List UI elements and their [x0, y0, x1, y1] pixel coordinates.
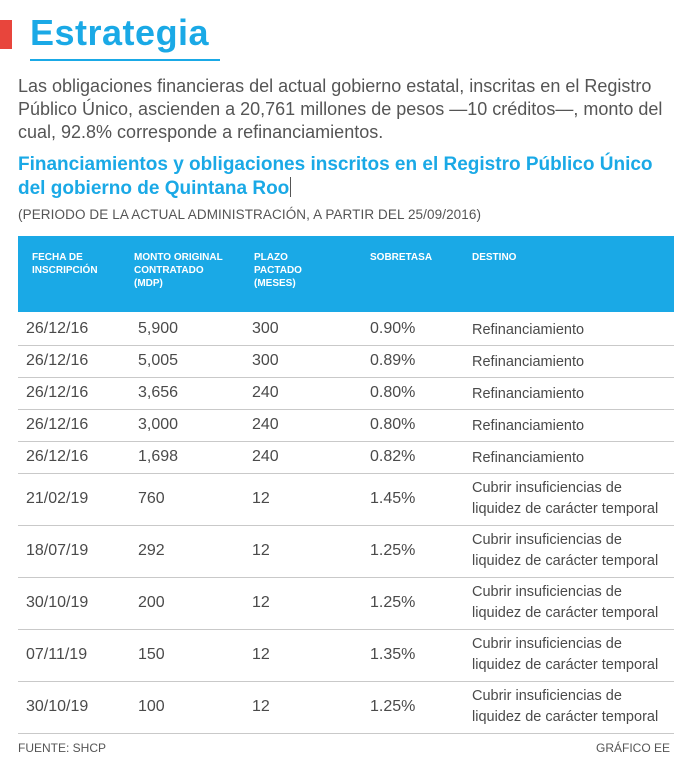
- cell-destino: Cubrir insuficiencias de liquidez de carácter temporal: [472, 636, 659, 673]
- cell-fecha: 18/07/19: [26, 542, 89, 559]
- cell-plazo: 300: [252, 352, 279, 369]
- cell-monto: 5,900: [138, 320, 179, 337]
- cell-destino: Cubrir insuficiencias de liquidez de carácter temporal: [472, 584, 659, 621]
- cell-sobretasa: 1.45%: [370, 490, 416, 507]
- cell-fecha: 07/11/19: [26, 646, 88, 663]
- table-row: [18, 442, 674, 474]
- cell-plazo: 300: [252, 320, 279, 337]
- cell-monto: 1,698: [138, 448, 179, 465]
- cell-sobretasa: 1.25%: [370, 542, 416, 559]
- table-body: [18, 314, 674, 734]
- table-row: [18, 526, 674, 578]
- cell-destino: Refinanciamiento: [472, 450, 585, 466]
- table-row: [18, 474, 674, 526]
- chart-title-text: Financiamientos y obligaciones inscritos en el Registro Público Único del gobierno de Quintana Roo: [18, 154, 653, 199]
- table-row: [18, 346, 674, 378]
- intro-paragraph: Las obligaciones financieras del actual gobierno estatal, inscritas en el Registro Público Único, ascienden a 20,761 millones de pesos —10 créditos—, monto del cual, 92.8% corresponde a refinanciamientos.: [18, 76, 663, 142]
- cell-destino: Refinanciamiento: [472, 354, 585, 370]
- text-caret: [290, 177, 291, 197]
- table-row: [18, 314, 674, 346]
- cell-plazo: 12: [252, 490, 270, 507]
- cell-monto: 292: [138, 542, 165, 559]
- cell-monto: 760: [138, 490, 165, 507]
- cell-destino: Cubrir insuficiencias de liquidez de carácter temporal: [472, 480, 659, 517]
- cell-monto: 3,000: [138, 416, 179, 433]
- cell-monto: 5,005: [138, 352, 179, 369]
- table-header: [18, 236, 674, 312]
- cell-destino: Refinanciamiento: [472, 322, 585, 338]
- cell-sobretasa: 1.25%: [370, 698, 416, 715]
- cell-fecha: 30/10/19: [26, 594, 89, 611]
- cell-plazo: 12: [252, 542, 270, 559]
- cell-sobretasa: 0.90%: [370, 320, 416, 337]
- cell-destino: Refinanciamiento: [472, 386, 585, 402]
- cell-fecha: 26/12/16: [26, 384, 89, 401]
- cell-sobretasa: 0.80%: [370, 384, 416, 401]
- cell-plazo: 12: [252, 594, 270, 611]
- table-row: [18, 578, 674, 630]
- cell-monto: 200: [138, 594, 165, 611]
- cell-fecha: 26/12/16: [26, 416, 89, 433]
- cell-monto: 150: [138, 646, 165, 663]
- column-header-sobretasa: SOBRETASA: [370, 252, 433, 263]
- cell-destino: Cubrir insuficiencias de liquidez de carácter temporal: [472, 532, 659, 569]
- cell-plazo: 240: [252, 448, 279, 465]
- cell-sobretasa: 0.80%: [370, 416, 416, 433]
- cell-plazo: 12: [252, 646, 270, 663]
- page-title: Estrategia: [30, 12, 210, 53]
- graphic-credit: GRÁFICO EE: [595, 741, 670, 755]
- cell-sobretasa: 1.35%: [370, 646, 416, 663]
- cell-destino: Cubrir insuficiencias de liquidez de carácter temporal: [472, 688, 659, 725]
- brand-accent-bar: [0, 20, 12, 49]
- cell-plazo: 240: [252, 384, 279, 401]
- cell-plazo: 12: [252, 698, 270, 715]
- cell-fecha: 26/12/16: [26, 352, 89, 369]
- cell-fecha: 26/12/16: [26, 320, 89, 337]
- cell-sobretasa: 0.89%: [370, 352, 416, 369]
- column-header-monto: MONTO ORIGINAL CONTRATADO (MDP): [134, 252, 223, 289]
- column-header-fecha: FECHA DE INSCRIPCIÓN: [32, 252, 98, 276]
- cell-fecha: 21/02/19: [26, 490, 89, 507]
- table-row: [18, 682, 674, 734]
- cell-plazo: 240: [252, 416, 279, 433]
- cell-sobretasa: 0.82%: [370, 448, 416, 465]
- cell-monto: 3,656: [138, 384, 179, 401]
- cell-fecha: 30/10/19: [26, 698, 89, 715]
- source-note: FUENTE: SHCP: [18, 741, 107, 755]
- cell-fecha: 26/12/16: [26, 448, 89, 465]
- chart-title: [18, 153, 678, 201]
- column-header-plazo: PLAZO PACTADO (MESES): [254, 252, 302, 289]
- cell-monto: 100: [138, 698, 165, 715]
- table-row: [18, 410, 674, 442]
- title-underline: [30, 59, 220, 61]
- table-row: [18, 378, 674, 410]
- chart-subtitle: (PERIODO DE LA ACTUAL ADMINISTRACIÓN, A PARTIR DEL 25/09/2016): [18, 207, 482, 222]
- column-header-destino: DESTINO: [472, 252, 517, 263]
- table-row: [18, 630, 674, 682]
- cell-sobretasa: 1.25%: [370, 594, 416, 611]
- cell-destino: Refinanciamiento: [472, 418, 585, 434]
